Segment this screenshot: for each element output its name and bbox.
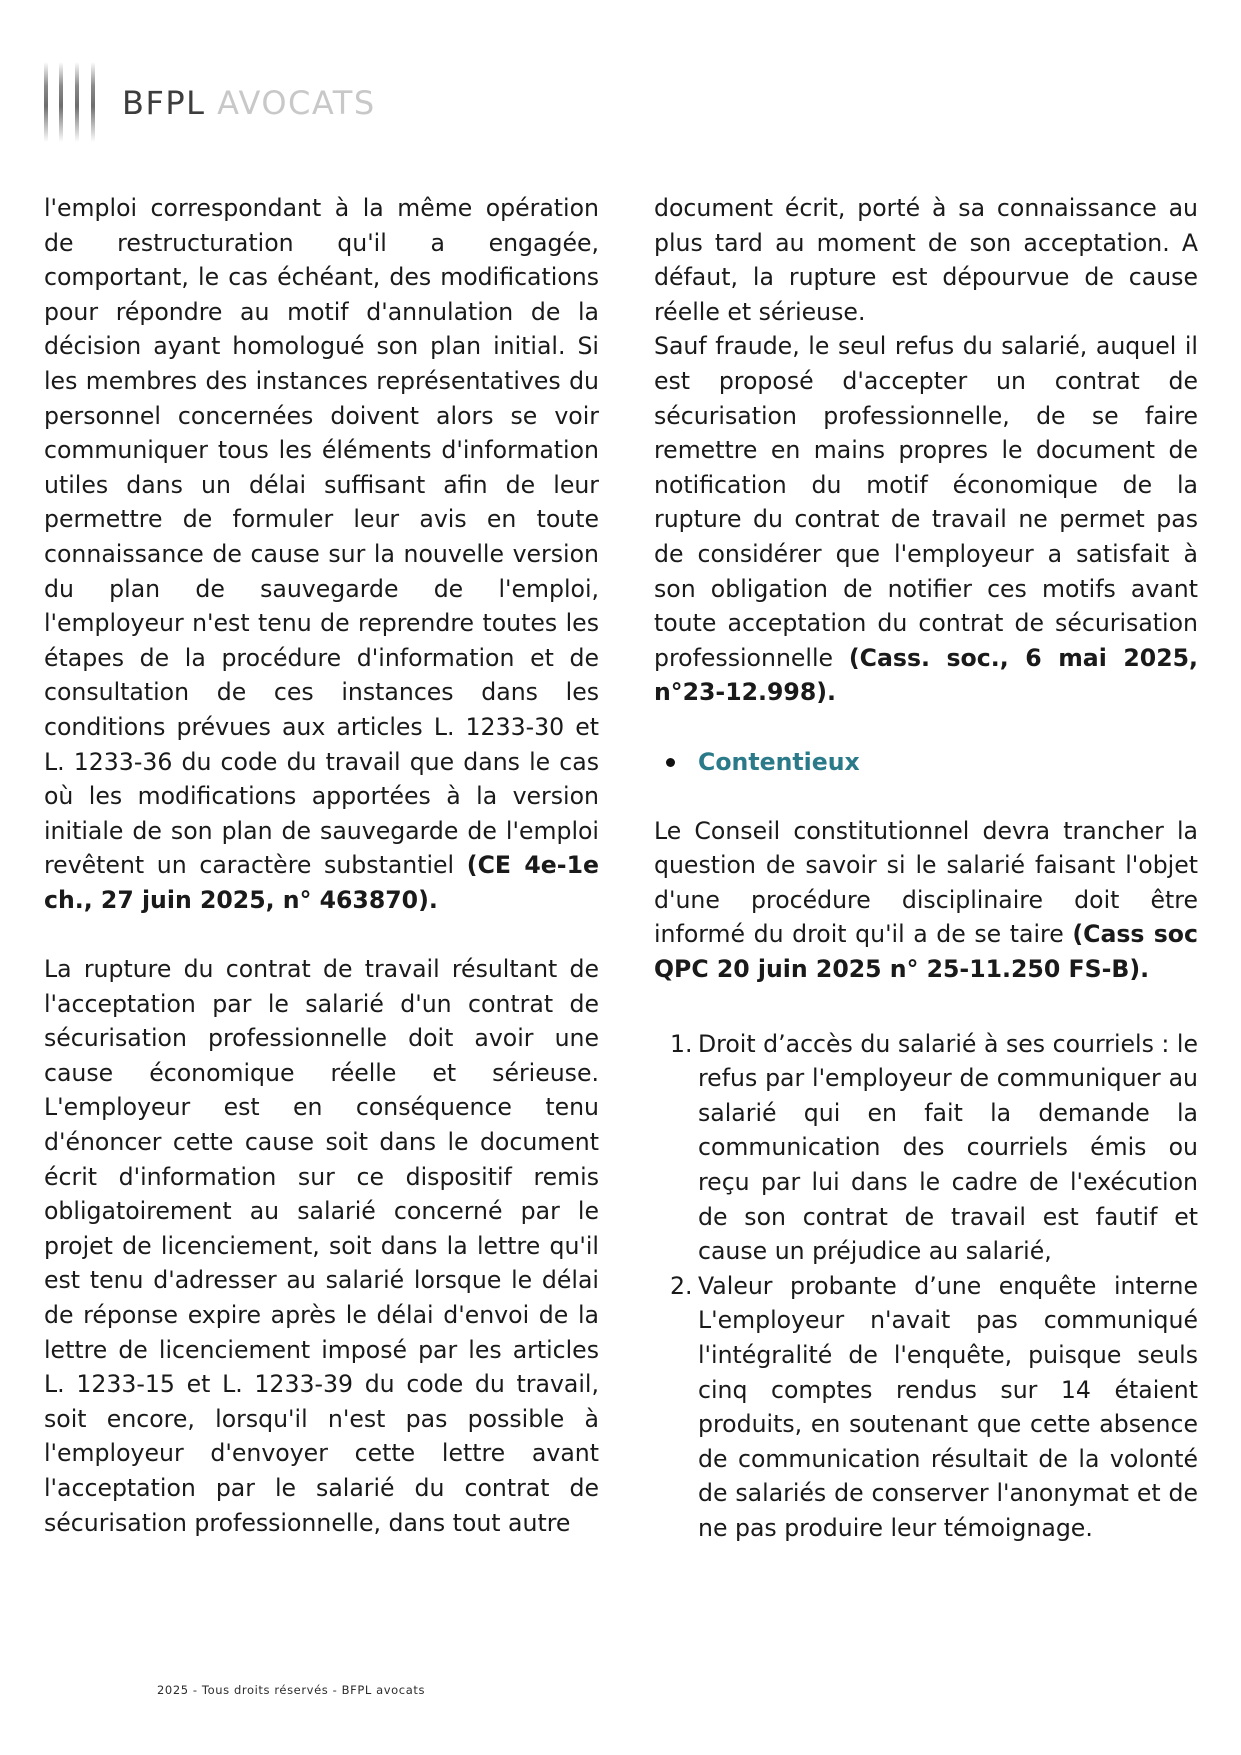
list-item-text: Droit d’accès du salarié à ses courriels : le refus par l'employeur de communiquer au salarié qui en fait la demande la communication des courriels émis ou reçu par lui dans le cadre de l'exécution de son contrat de travail est fautif et cause un préjudice au salarié, bbox=[698, 1029, 1198, 1266]
list-item-text: Valeur probante d’une enquête interne L'employeur n'avait pas communiqué l'intégralité de l'enquête, puisque seuls cinq comptes rendus sur 14 étaient produits, en soutenant que cette absence de communication résultait de la volonté de salariés de conserver l'anonymat et de ne pas produire leur témoignage. bbox=[698, 1271, 1198, 1542]
paragraph-text: document écrit, porté à sa connaissance au plus tard au moment de son acceptation. A défaut, la rupture est dépourvue de cause réelle et sérieuse. bbox=[654, 194, 1198, 326]
logo-bars-icon bbox=[42, 62, 102, 142]
section-heading bbox=[654, 745, 1198, 780]
right-column bbox=[654, 191, 1198, 1546]
list-item bbox=[654, 1027, 1198, 1269]
legal-citation: (Cass. soc., 6 mai 2025, n°23-12.998). bbox=[654, 643, 1198, 707]
paragraph bbox=[654, 329, 1198, 710]
paragraph-text: La rupture du contrat de travail résultant de l'acceptation par le salarié d'un contrat de sécurisation professionnelle doit avoir une cause économique réelle et sérieuse. L'employeur est en conséquence tenu d'énoncer cette cause soit dans le document écrit d'information sur ce dispositif remis obligatoirement au salarié concerné par le projet de licenciement, soit dans la lettre qu'il est tenu d'adresser au salarié lorsque le délai de réponse expire après le délai d'envoi de la lettre de licenciement imposé par les articles L. 1233-15 et L. 1233-39 du code du travail, soit encore, lorsqu'il n'est pas possible à l'employeur d'envoyer cette lettre avant l'acceptation par le salarié du contrat de sécurisation professionnelle, dans tout autre bbox=[44, 955, 599, 1537]
company-logo bbox=[42, 62, 442, 142]
logo-wordmark bbox=[122, 84, 376, 122]
section-heading-label: Contentieux bbox=[698, 747, 860, 776]
numbered-list bbox=[654, 1027, 1198, 1546]
logo-suffix: AVOCATS bbox=[217, 84, 376, 122]
list-item bbox=[654, 1269, 1198, 1546]
logo-brand: BFPL bbox=[122, 84, 206, 122]
left-column bbox=[44, 191, 599, 1540]
paragraph bbox=[44, 191, 599, 917]
paragraph-text: Sauf fraude, le seul refus du salarié, auquel il est proposé d'accepter un contrat de sécurisation professionnelle, de se faire remettre en mains propres le document de notification du motif économique de la rupture du contrat de travail ne permet pas de considérer que l'employeur a satisfait à son obligation de notifier ces motifs avant toute acceptation du contrat de sécurisation professionnelle bbox=[654, 332, 1198, 672]
legal-citation: (Cass soc QPC 20 juin 2025 n° 25-11.250 FS-B). bbox=[654, 920, 1198, 984]
paragraph-text: Le Conseil constitutionnel devra trancher la question de savoir si le salarié faisant l'objet d'une procédure disciplinaire doit être informé du droit qu'il a de se taire bbox=[654, 816, 1198, 949]
paragraph bbox=[654, 814, 1198, 987]
paragraph bbox=[654, 191, 1198, 329]
paragraph bbox=[44, 952, 599, 1540]
list-item-number: 1. bbox=[670, 1029, 693, 1058]
legal-citation: (CE 4e-1e ch., 27 juin 2025, n° 463870). bbox=[44, 851, 599, 914]
paragraph-text: l'emploi correspondant à la même opération de restructuration qu'il a engagée, comportant, le cas échéant, des modifications pour répondre au motif d'annulation de la décision ayant homologué son plan initial. Si les membres des instances représentatives du personnel concernées doivent alors se voir communiquer tous les éléments d'information utiles dans un délai suffisant afin de leur permettre de formuler leur avis en toute connaissance de cause sur la nouvelle version du plan de sauvegarde de l'emploi, l'employeur n'est tenu de reprendre toutes les étapes de la procédure d'information et de consultation de ces instances dans les conditions prévues aux articles L. 1233-30 et L. 1233-36 du code du travail que dans le cas où les modifications apportées à la version initiale de son plan de sauvegarde de l'emploi revêtent un caractère substantiel bbox=[44, 194, 599, 880]
page-footer: 2025 - Tous droits réservés - BFPL avocats bbox=[157, 1683, 426, 1697]
list-item-number: 2. bbox=[670, 1271, 693, 1300]
bullet-icon bbox=[666, 758, 675, 767]
